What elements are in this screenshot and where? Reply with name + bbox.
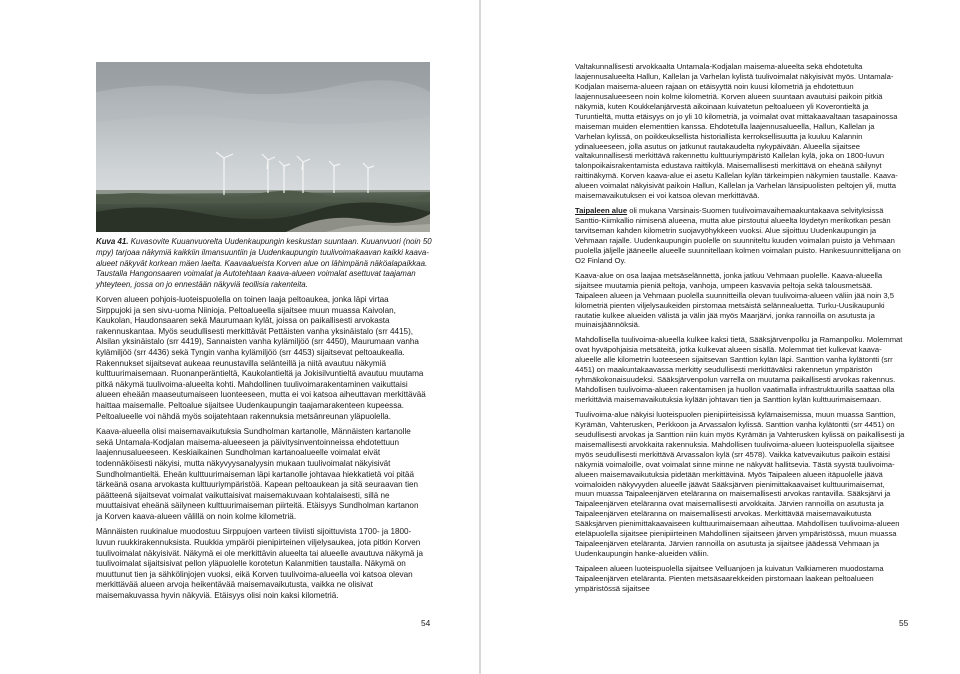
taipaleen-alue-heading: Taipaleen alue [575, 206, 628, 216]
right-paragraph-3: Tuulivoima-alue näkyisi luoteispuolen pienipiirteisissä kylämaisemissa, muun muassa Santtion, Kyrämän, Vahterusken, Perkkoon ja Arvassalon kylissä. Santtion vanha kylätontti (srr 4451) on seudullisesti arvokas ja Santtion niin kuin myös Kyrämän ja Vahterusken kylissä on paikallisesti ja maisemallisesti arvokkaita rakennuksia. Mahdollisen tuulivoima-alueen luoteispuolella sijaitsee myös seudullisesti merkittävä Arvassalon kylä (srr 4578). Vaikka katvevaikutus paikoin estäisi näkymiä voimaloille, ovat voimalat sinne minne ne näkyvät hallitsevia. Tästä syystä tuulivoima-alueen maisemavaikutuksia pidetään merkittävinä. Myös Taipaleen alueen itäpuolelle jäävä voimaloiden näkyvyyden alueelle jäävät Sääksjärven pienimittakaavaiset kulttuurimaisemat, muun muassa Taipaleenjärven eteläranna on maisemallisesti arvokas rantavilla. Sääksjärvi ja Taipaleenjärven eteläranna ovat maisemallisesti arvokkaita. Järvien rannoilla on asutusta ja Taipaleenjärven eteläranna on maisemallisesti arvokas. Merkittävää maisemavaikutusta Sääksjärven pienimittakaavaiseen kulttuurimaisemaan aiheuttaa. Mahdollisen tuulivoima-alueen eteläpuolella sijaitsee pienipiirteinen Mahdollinen sijaitseen järven ympäristössä, muun muassa Taipaleenjärven eteläranta. Järvien rannoilla on asutusta ja sijaitsee jäädessä Vehmaan ja Uudenkaupungin hanke-alueiden väliin. [575, 409, 905, 559]
left-paragraph-3: Männäisten ruukinalue muodostuu Sirppujoen varteen tiiviisti sijoittuvista 1700- ja 1800-luvun ruukkirakennuksista. Ruukkia ympäröi pienipirteinen viljelysaukea, jota pitkin Korven tuulivoimalat näkyisivät. Näkymä ei ole merkittävin alueelta tai alueelle avautuva näkymä ja tuulivoimalat sijaitsisivat pellon yläpuolelle korotetun Kalanmitien taustalla. Näkymä on muuttunut tien ja sähkölinjojen vuoksi, eikä Korven tuulivoima-alueella voi katsoa olevan merkittävää alueen arvoja heikentävää maisemavaikutusta, vaikka ne olisivat maisemakuvassa hyvin näkyviä. Etäisyys olisi noin kaksi kilometriä. [96, 527, 423, 601]
landscape-illustration [96, 62, 430, 232]
left-body-text [96, 295, 426, 607]
left-paragraph-1: Korven alueen pohjois-luoteispuolella on toinen laaja peltoaukea, jonka läpi virtaa Sirppujoki ja sen sivu-uoma Niinioja. Peltoalueella sijaitsee muun muassa Kaivolan, Kaukolan, Haudonsaaren sekä Maurumaan kylät, joissa on paikallisesti arvokasta rakennuskantaa. Myös seudullisesti merkittävät Pettäisten vanha yksinäistalo (srr 4415), Alsilan yksinäistalo (srr 4419), Sannaisten vanha kylämiljöö (srr 4450), Maurumaan vanha kylämiljöö (srr 4436) sekä Tyngin vanha kylämiljöö (srr 4453) sijaitsevat peltoaukealla. Rakennukset sijaitsevat aukeaa reunustavilla selänteillä ja niitä avautuu näkymiä kulttuurimaisemaan. Ruonanperäntieltä, Kaukolantieltä ja Jokisilvuntieltä avautuu muutama pitkä näkymä tuulivoima-alueelta kohti. Mahdollinen tuulivoimarakentaminen vaikuttaisi alueen eheään maaseutumaiseen luonteeseen, mutta ei voi katsoa aiheuttavan merkittävää haittaa maisemalle. Peltoalue sijaitsee Uudenkaupungin taajamarakenteen kupeessa. Peltoalueelle voi nähdä myös soijatehtaan rakennuksia metsänreunan yläpuolella. [96, 295, 426, 421]
caption-title: Kuva 41. [96, 237, 129, 246]
right-paragraph-2: Mahdollisella tuulivoima-alueella kulkee kaksi tietä, Sääksjärvenpolku ja Ramanpolku. Molemmat ovat hyväpohjaisia metsäteitä, jotka kulkevat alueen sisällä. Molemmat tiet kulkevat kaava-alueelle alle kilometrin luoteeseen sijaitsevan Santtion kylän läpi. Santtion vanha kylätontti (srr 4451) on maakuntakaavassa merkitty seudullisesti merkittäväksi rakennetun ympäristön ryhmäkokonaisuudeksi. Sääksjärvenpolun varrella on muutama paikallisesti arvokas rakennus. Mahdollisen tuulivoima-alueen rakentamisen ja huollon vaatimalla infrastruktuurilla saattaa olla merkittäviä maisemavaikutuksia kylään johtavan tien ja Santtion kylän kulttuurimaisemaan. [575, 335, 903, 404]
taipaleen-paragraph [575, 206, 905, 266]
caption-text: Kuvasovite Kuuanvuorelta Uudenkaupungin keskustan suuntaan. Kuuanvuori (noin 50 mpy) tarjoaa näkymiä kaikkiin ilmansuuntiin ja Uudenkaupungin tuulivoimakaavan kaikki kaava-alueet näkyvät korkean mäen laelta. Kaavaalueista Korven alue on lähimpänä näköalapaikkaa. Taustalla Hangonsaaren voimalat ja Autotehtaan kaava-alueen voimalat asettuvat taajaman yhteyteen, jossa on jo ennestään näkyviä teollisia rakenteita. [96, 237, 432, 290]
photo-caption [96, 237, 436, 291]
right-paragraph-4: Taipaleen alueen luoteispuolella sijaitsee Velluanjoen ja kuivatun Valkiameren muodostama Taipaleenjärven eteläranta. Pienten metsäsaarekkeiden pirstomaan laakean peltoalueen ympäristössä sijaitsee [575, 564, 884, 593]
page-number-right: 55 [899, 618, 909, 628]
left-page [0, 0, 479, 674]
left-paragraph-2: Kaava-alueella olisi maisemavaikutuksia Sundholman kartanolle, Männäisten kartanolle sekä Untamala-Kodjalan maisema-alueeseen ja päivitysinventoinneissa ehdotettuun laajennusalueeseen. Keskiaikainen Sundholman kartanoalueelle voimalat eivät todennäköisesti näkyisi, mutta näkyvyysanalyysin mukaan tuulivoimalat näkyisivät Sundholmantieltä. Eheän kulttuurimaiseman läpi kartanolle johtavaa hiekkatietä voi pitää tärkeänä osana arvokasta kulttuuriympäristöä. Kapean peltoaukean ja sitä seuraavan tien päätteenä sijaitsevat voimalat vaikuttaisivat maisemakuvaan kohtalaisesti, sillä ne muuttaisivat eheänä säilyneen kulttuurimaiseman piirteitä. Etäisyys Sundholman kartanon ja Korven kaava-alueen välillä on noin kolme kilometriä. [96, 427, 419, 521]
right-body-text [575, 62, 905, 599]
taipaleen-text: oli mukana Varsinais-Suomen tuulivoimavaihemaakuntakaava selvityksissä Santtio-Kiimkallio nimisenä alueena, mutta alue pirstoutui alueelta löydetyn merikotkan pesän tarvitseman kahden kilometrin suojavyöhykkeen vuoksi. Alue sijoittuu Uudenkaupungin ja Vehmaan rajalle. Uudenkaupungin puolelle on suunniteltu kuuden voimalan puisto ja Vehmaan puolella jäljelle jääneelle alueelle suunnitellaan kolmen voimalan puisto. Hankesuunnittelijana on O2 Finland Oy. [575, 206, 901, 265]
right-intro-paragraph: Valtakunnallisesti arvokkaalta Untamala-Kodjalan maisema-alueelta sekä ehdotetulta laajennusalueelta Hallun, Kallelan ja Varhelan kylistä tuulivoimalat näkyisivät myös. Untamala-Kodjalan maisema-alueen rajaan on etäisyyttä noin kuusi kilometriä ja ehdotettuun laajennusalueeseen noin kolme kilometriä. Korven alueen suuntaan avautuisi paikoin pitkiä näkymiä, kuten Koukkelanjärvestä aikoinaan kuivatetun peltoalueen yli Koverontieltä ja Turuntieltä, mutta etäisyys on jo yli 10 kilometriä, ja voimalat ovat mittakaavaltaan tasapainossa maiseman muiden elementtien kanssa. Ehdotetulla laajennusalueella, Hallun, Kallelan ja Varhelan kylissä, on poikkeuksellista historiallista kerroksellisuutta ja kuuluu Kalannin ydinalueeseen, jolla asutus on jatkunut rautakaudelta nykypäivään. Alueella sijaitsee valtakunnallisesti merkittävä rakennettu kulttuuriympäristö Kallelan kylä, joka on 1800-luvun talonpoikaisrakentamista edustava raittikylä. Maisemallisesti merkittävä on eheänä säilynyt raittinäkymä. Korven kaava-alue ei asetu Kallelan kylän tärkeimpien näkymien taustalle. Kaava-alueen voimalat näkyisivät paikoin Hallun, Kallelan ja Varhelan länsipuolisten peltojen yli, mutta maisemavaikutuksen ei voi katsoa olevan merkittävää. [575, 62, 898, 201]
page-number-left: 54 [421, 618, 431, 628]
right-paragraph-1: Kaava-alue on osa laajaa metsäselännettä, jonka jatkuu Vehmaan puolelle. Kaava-alueella sijaitsee muutamia pieniä peltoja, vanhoja, umpeen kasvavia peltoja sekä talousmetsää. Taipaleen alueen ja Vehmaan puolella suunnitteilla olevan tuulivoima-alueen väliin jää noin 3,5 kilometriä pienten viljelysaukeiden pirstomaa metsäistä selännealuetta. Turku-Uusikaupunki rautatie kulkee alueiden välistä ja välin jää myös Maarjärvi, jonka rannoilla on asutusta ja muinaisjäännöksiä. [575, 270, 895, 330]
right-page [481, 0, 960, 674]
landscape-photo-wind-turbines [96, 62, 430, 232]
